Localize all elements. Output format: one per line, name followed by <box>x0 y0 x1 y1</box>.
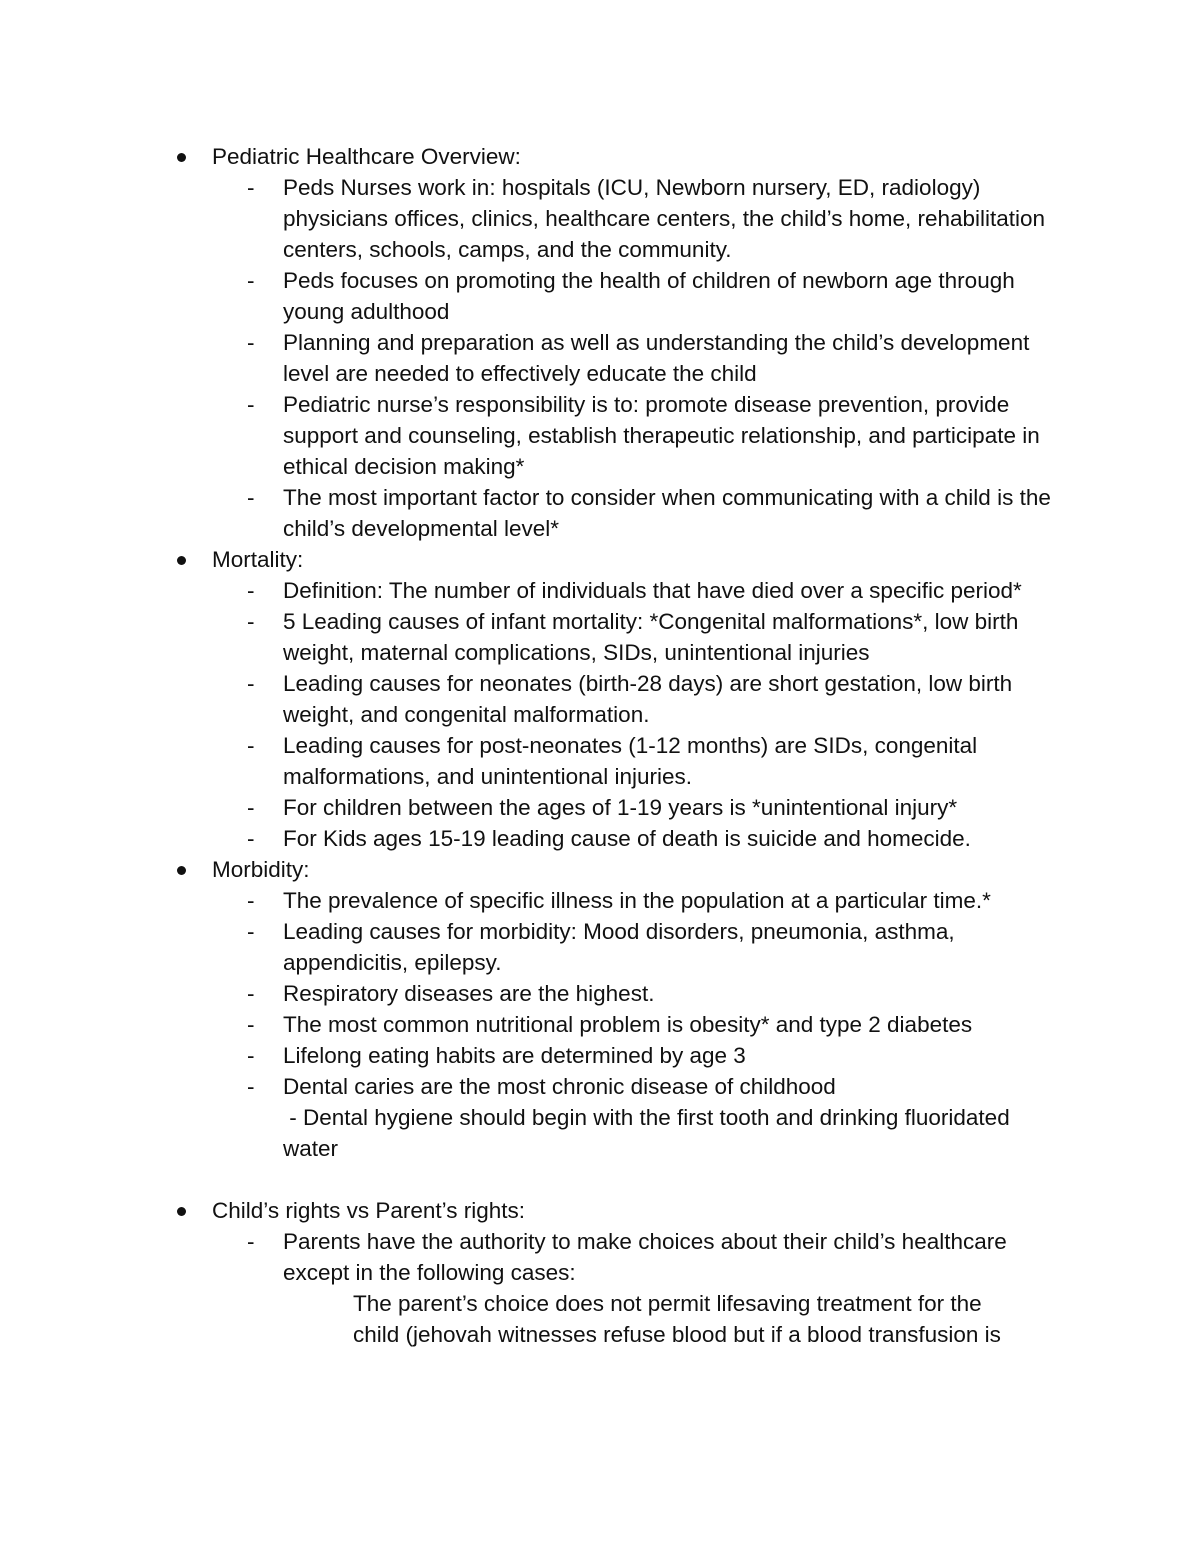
list-item: - For children between the ages of 1-19 years is *unintentional injury* <box>0 792 1063 823</box>
section-rights <box>0 1195 1200 1350</box>
bullet-dot-icon <box>177 1207 186 1216</box>
bullet-dot-icon <box>177 153 186 162</box>
dash-icon: - <box>247 1229 255 1254</box>
list-item: - Peds focuses on promoting the health of children of newborn age through young adulthood <box>0 265 1063 327</box>
list-item: - For Kids ages 15-19 leading cause of death is suicide and homecide. <box>0 823 1063 854</box>
dash-icon: - <box>247 1074 255 1099</box>
list-item: - The most important factor to consider when communicating with a child is the child’s developmental level* <box>0 482 1063 544</box>
list-item: - Peds Nurses work in: hospitals (ICU, Newborn nursery, ED, radiology) physicians offices, clinics, healthcare centers, the child’s home, rehabilitation centers, schools, camps, and the community. <box>0 172 1063 265</box>
dash-icon: - <box>247 888 255 913</box>
nested-note-line: - Dental hygiene should begin with the first tooth and drinking fluoridated <box>283 1105 1010 1130</box>
list-item: - Leading causes for morbidity: Mood disorders, pneumonia, asthma, appendicitis, epilepsy. <box>0 916 1063 978</box>
sub-list <box>0 1226 1200 1288</box>
nested-note-line: water <box>283 1136 339 1161</box>
bullet-dot-icon <box>177 556 186 565</box>
list-item: - The most common nutritional problem is obesity* and type 2 diabetes <box>0 1009 1063 1040</box>
sub-list <box>0 885 1200 1102</box>
dash-icon: - <box>247 1012 255 1037</box>
section-heading <box>0 854 1200 885</box>
list-item: - Lifelong eating habits are determined by age 3 <box>0 1040 1063 1071</box>
list-item: - Leading causes for neonates (birth-28 days) are short gestation, low birth weight, and congenital malformation. <box>0 668 1063 730</box>
blank-line <box>0 1164 1200 1195</box>
list-item: - Pediatric nurse’s responsibility is to: promote disease prevention, provide support and counseling, establish therapeutic relationship, and participate in ethical decision making* <box>0 389 1063 482</box>
list-item: - Leading causes for post-neonates (1-12 months) are SIDs, congenital malformations, and unintentional injuries. <box>0 730 1063 792</box>
list-item: - The prevalence of specific illness in the population at a particular time.* <box>0 885 1063 916</box>
dash-icon: - <box>247 826 255 851</box>
dash-icon: - <box>247 175 255 200</box>
dash-icon: - <box>247 485 255 510</box>
dash-icon: - <box>247 919 255 944</box>
section-heading-text: Pediatric Healthcare Overview: <box>212 144 521 169</box>
section-heading <box>0 1195 1200 1226</box>
sub-list <box>0 172 1200 544</box>
section-heading-text: Child’s rights vs Parent’s rights: <box>212 1198 526 1223</box>
dash-icon: - <box>247 795 255 820</box>
section-heading <box>0 544 1200 575</box>
section-heading-text: Mortality: <box>212 547 304 572</box>
dash-icon: - <box>247 1043 255 1068</box>
list-item: - 5 Leading causes of infant mortality: *Congenital malformations*, low birth weight, maternal complications, SIDs, unintentional injuries <box>0 606 1063 668</box>
nested-note <box>0 1102 1063 1164</box>
list-item: - Parents have the authority to make choices about their child’s healthcare except in the following cases: <box>0 1226 1063 1288</box>
dash-icon: - <box>247 578 255 603</box>
bullet-dot-icon <box>177 866 186 875</box>
dash-icon: - <box>247 268 255 293</box>
list-item: - Definition: The number of individuals that have died over a specific period* <box>0 575 1063 606</box>
section-heading-text: Morbidity: <box>212 857 310 882</box>
dash-icon: - <box>247 981 255 1006</box>
dash-icon: - <box>247 733 255 758</box>
dash-icon: - <box>247 671 255 696</box>
section-pediatric-overview <box>0 141 1200 544</box>
dash-icon: - <box>247 330 255 355</box>
section-mortality <box>0 544 1200 854</box>
list-item: - Planning and preparation as well as understanding the child’s development level are needed to effectively educate the child <box>0 327 1063 389</box>
list-item: - Respiratory diseases are the highest. <box>0 978 1063 1009</box>
section-morbidity <box>0 854 1200 1164</box>
section-heading <box>0 141 1200 172</box>
dash-icon: - <box>247 609 255 634</box>
sub-list <box>0 575 1200 854</box>
list-item: - Dental caries are the most chronic disease of childhood <box>0 1071 1063 1102</box>
dash-icon: - <box>247 392 255 417</box>
deep-indent-text: The parent’s choice does not permit lifesaving treatment for the child (jehovah witnesses refuse blood but if a blood transfusion is <box>353 1291 1001 1347</box>
notes-body <box>0 141 1200 1350</box>
